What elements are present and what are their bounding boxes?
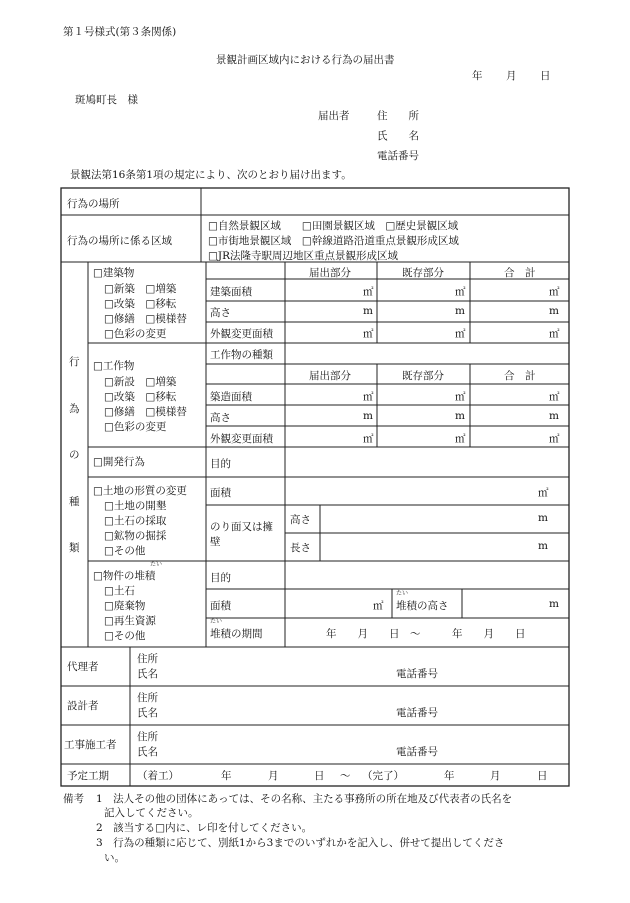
unit-label: m [455,305,465,317]
notes-heading: 備考 [63,793,84,805]
building-header-total: 合 計 [504,267,536,279]
form-title: 景観計画区域内における行為の届出書 [216,54,395,66]
district-option-2[interactable]: □市街地景観区域 □幹線道路沿道重点景観形成区域 [208,235,459,247]
note-2: 2 該当する□内に、レ印を付してください。 [96,822,313,834]
pile-option-2[interactable]: □廃棄物 [104,600,146,612]
development-purpose-label: 目的 [210,458,231,470]
ruby-tai: たい [150,561,163,568]
building-row-label: 建築面積 [210,286,252,298]
notifier-label: 届出者 [318,110,350,122]
schedule-label: 予定工期 [67,770,109,782]
land-option-3[interactable]: □鉱物の掘採 [104,530,167,542]
note-3: 3 行為の種類に応じて、別紙1から3までのいずれかを記入し、併せて提出してくださ [96,837,505,849]
unit-label: ㎡ [363,433,374,445]
pile-period-label: 堆積の期間 [210,628,263,640]
date-day-label: 日 [540,70,551,82]
schedule-start-year: 年 [221,770,232,782]
designer-label: 設計者 [67,700,99,712]
pile-option-1[interactable]: □土石 [104,585,135,597]
building-header-existing: 既存部分 [402,267,444,279]
structure-option-3[interactable]: □修繕 □模様替 [104,406,187,418]
unit-label: m [538,512,548,524]
designer-phone-label: 電話番号 [396,707,438,719]
unit-label: m [549,410,559,422]
structure-checkbox[interactable]: □工作物 [93,360,135,372]
building-checkbox[interactable]: □建築物 [93,267,135,279]
agent-label: 代理者 [67,661,99,673]
act-kind-char-5: 類 [69,542,80,554]
unit-label: m [455,410,465,422]
agent-phone-label: 電話番号 [396,668,438,680]
schedule-end-label: （完了） [362,770,404,782]
structure-option-4[interactable]: □色彩の変更 [104,421,167,433]
ruby-tai: たい [210,618,223,625]
schedule-start-label: （着工） [137,770,179,782]
notifier-name-label: 氏 名 [377,130,419,142]
unit-label: ㎡ [363,328,374,340]
land-change-checkbox[interactable]: □土地の形質の変更 [93,485,187,497]
note-1-cont: 記入してください。 [104,807,199,819]
land-area-label: 面積 [210,487,231,499]
land-option-2[interactable]: □土石の採取 [104,515,167,527]
note-1: 1 法人その他の団体にあっては、その名称、主たる事務所の所在地及び代表者の氏名を [96,793,513,805]
building-header-reported: 届出部分 [309,267,351,279]
building-option-1[interactable]: □新築 □増築 [104,283,177,295]
agent-address-label: 住所 [137,653,158,665]
unit-label: m [549,305,559,317]
pile-checkbox[interactable]: □物件の堆積 [93,570,156,582]
slope-label-line-1: のり面又は擁 [210,521,273,533]
unit-label: ㎡ [549,433,560,445]
unit-label: ㎡ [373,600,384,612]
structure-row-label: 築造面積 [210,391,252,403]
schedule-end-month: 月 [490,770,501,782]
building-row-label: 高さ [210,307,231,319]
unit-label: m [538,540,548,552]
schedule-start-day: 日 [314,770,325,782]
development-checkbox[interactable]: □開発行為 [93,456,145,468]
schedule-end-day: 日 [537,770,548,782]
district-option-1[interactable]: □自然景観区域 □田園景観区域 □歴史景観区域 [208,220,459,232]
unit-label: ㎡ [455,286,466,298]
structure-header-reported: 届出部分 [309,370,351,382]
notifier-address-label: 住 所 [377,110,419,122]
contractor-address-label: 住所 [137,731,158,743]
slope-height-label: 高さ [290,514,311,526]
date-year-label: 年 [472,70,483,82]
unit-label: ㎡ [455,433,466,445]
land-option-4[interactable]: □その他 [104,545,146,557]
building-option-2[interactable]: □改築 □移転 [104,298,177,310]
building-row-label: 外観変更面積 [210,328,273,340]
contractor-label: 工事施工者 [64,739,117,751]
pile-height-label: 堆積の高さ [396,600,449,612]
act-kind-char-1: 行 [69,356,80,368]
structure-option-2[interactable]: □改築 □移転 [104,391,177,403]
unit-label: ㎡ [363,286,374,298]
structure-header-existing: 既存部分 [402,370,444,382]
unit-label: m [363,410,373,422]
pile-area-label: 面積 [210,600,231,612]
pile-period-dates: 年 月 日 ～ 年 月 日 [326,628,526,640]
statement: 景観法第16条第1項の規定により、次のとおり届け出ます。 [70,169,352,181]
addressee: 斑鳩町長 様 [75,94,138,106]
schedule-start-month: 月 [268,770,279,782]
designer-name-label: 氏名 [137,707,158,719]
act-kind-char-3: の [69,449,80,461]
unit-label: ㎡ [549,286,560,298]
act-kind-char-2: 為 [69,403,80,415]
district-label: 行為の場所に係る区域 [67,235,172,247]
ruby-tai: たい [396,590,409,597]
building-option-3[interactable]: □修繕 □模様替 [104,313,187,325]
structure-header-total: 合 計 [504,370,536,382]
building-option-4[interactable]: □色彩の変更 [104,328,167,340]
unit-label: ㎡ [538,487,549,499]
agent-name-label: 氏名 [137,668,158,680]
unit-label: ㎡ [455,328,466,340]
slope-length-label: 長さ [290,542,311,554]
note-3-cont: い。 [104,852,125,864]
unit-label: m [549,598,559,610]
unit-label: ㎡ [455,391,466,403]
land-option-1[interactable]: □土地の開墾 [104,500,167,512]
pile-option-4[interactable]: □その他 [104,630,146,642]
notifier-phone-label: 電話番号 [377,150,419,162]
structure-row-label: 外観変更面積 [210,433,273,445]
pile-purpose-label: 目的 [210,572,231,584]
pile-option-3[interactable]: □再生資源 [104,615,156,627]
contractor-phone-label: 電話番号 [396,746,438,758]
date-month-label: 月 [506,70,517,82]
structure-kind-label: 工作物の種類 [210,349,273,361]
location-label: 行為の場所 [67,198,120,210]
unit-label: ㎡ [549,391,560,403]
unit-label: ㎡ [549,328,560,340]
schedule-end-year: 年 [444,770,455,782]
structure-row-label: 高さ [210,412,231,424]
district-option-3[interactable]: □JR法隆寺駅周辺地区重点景観形成区域 [208,250,399,262]
designer-address-label: 住所 [137,692,158,704]
contractor-name-label: 氏名 [137,746,158,758]
structure-option-1[interactable]: □新設 □増築 [104,376,177,388]
act-kind-char-4: 種 [69,496,80,508]
slope-label-line-2: 壁 [210,536,221,548]
form-number: 第１号様式(第３条関係) [63,26,177,38]
unit-label: m [363,305,373,317]
unit-label: ㎡ [363,391,374,403]
schedule-tilde: ～ [340,770,351,782]
